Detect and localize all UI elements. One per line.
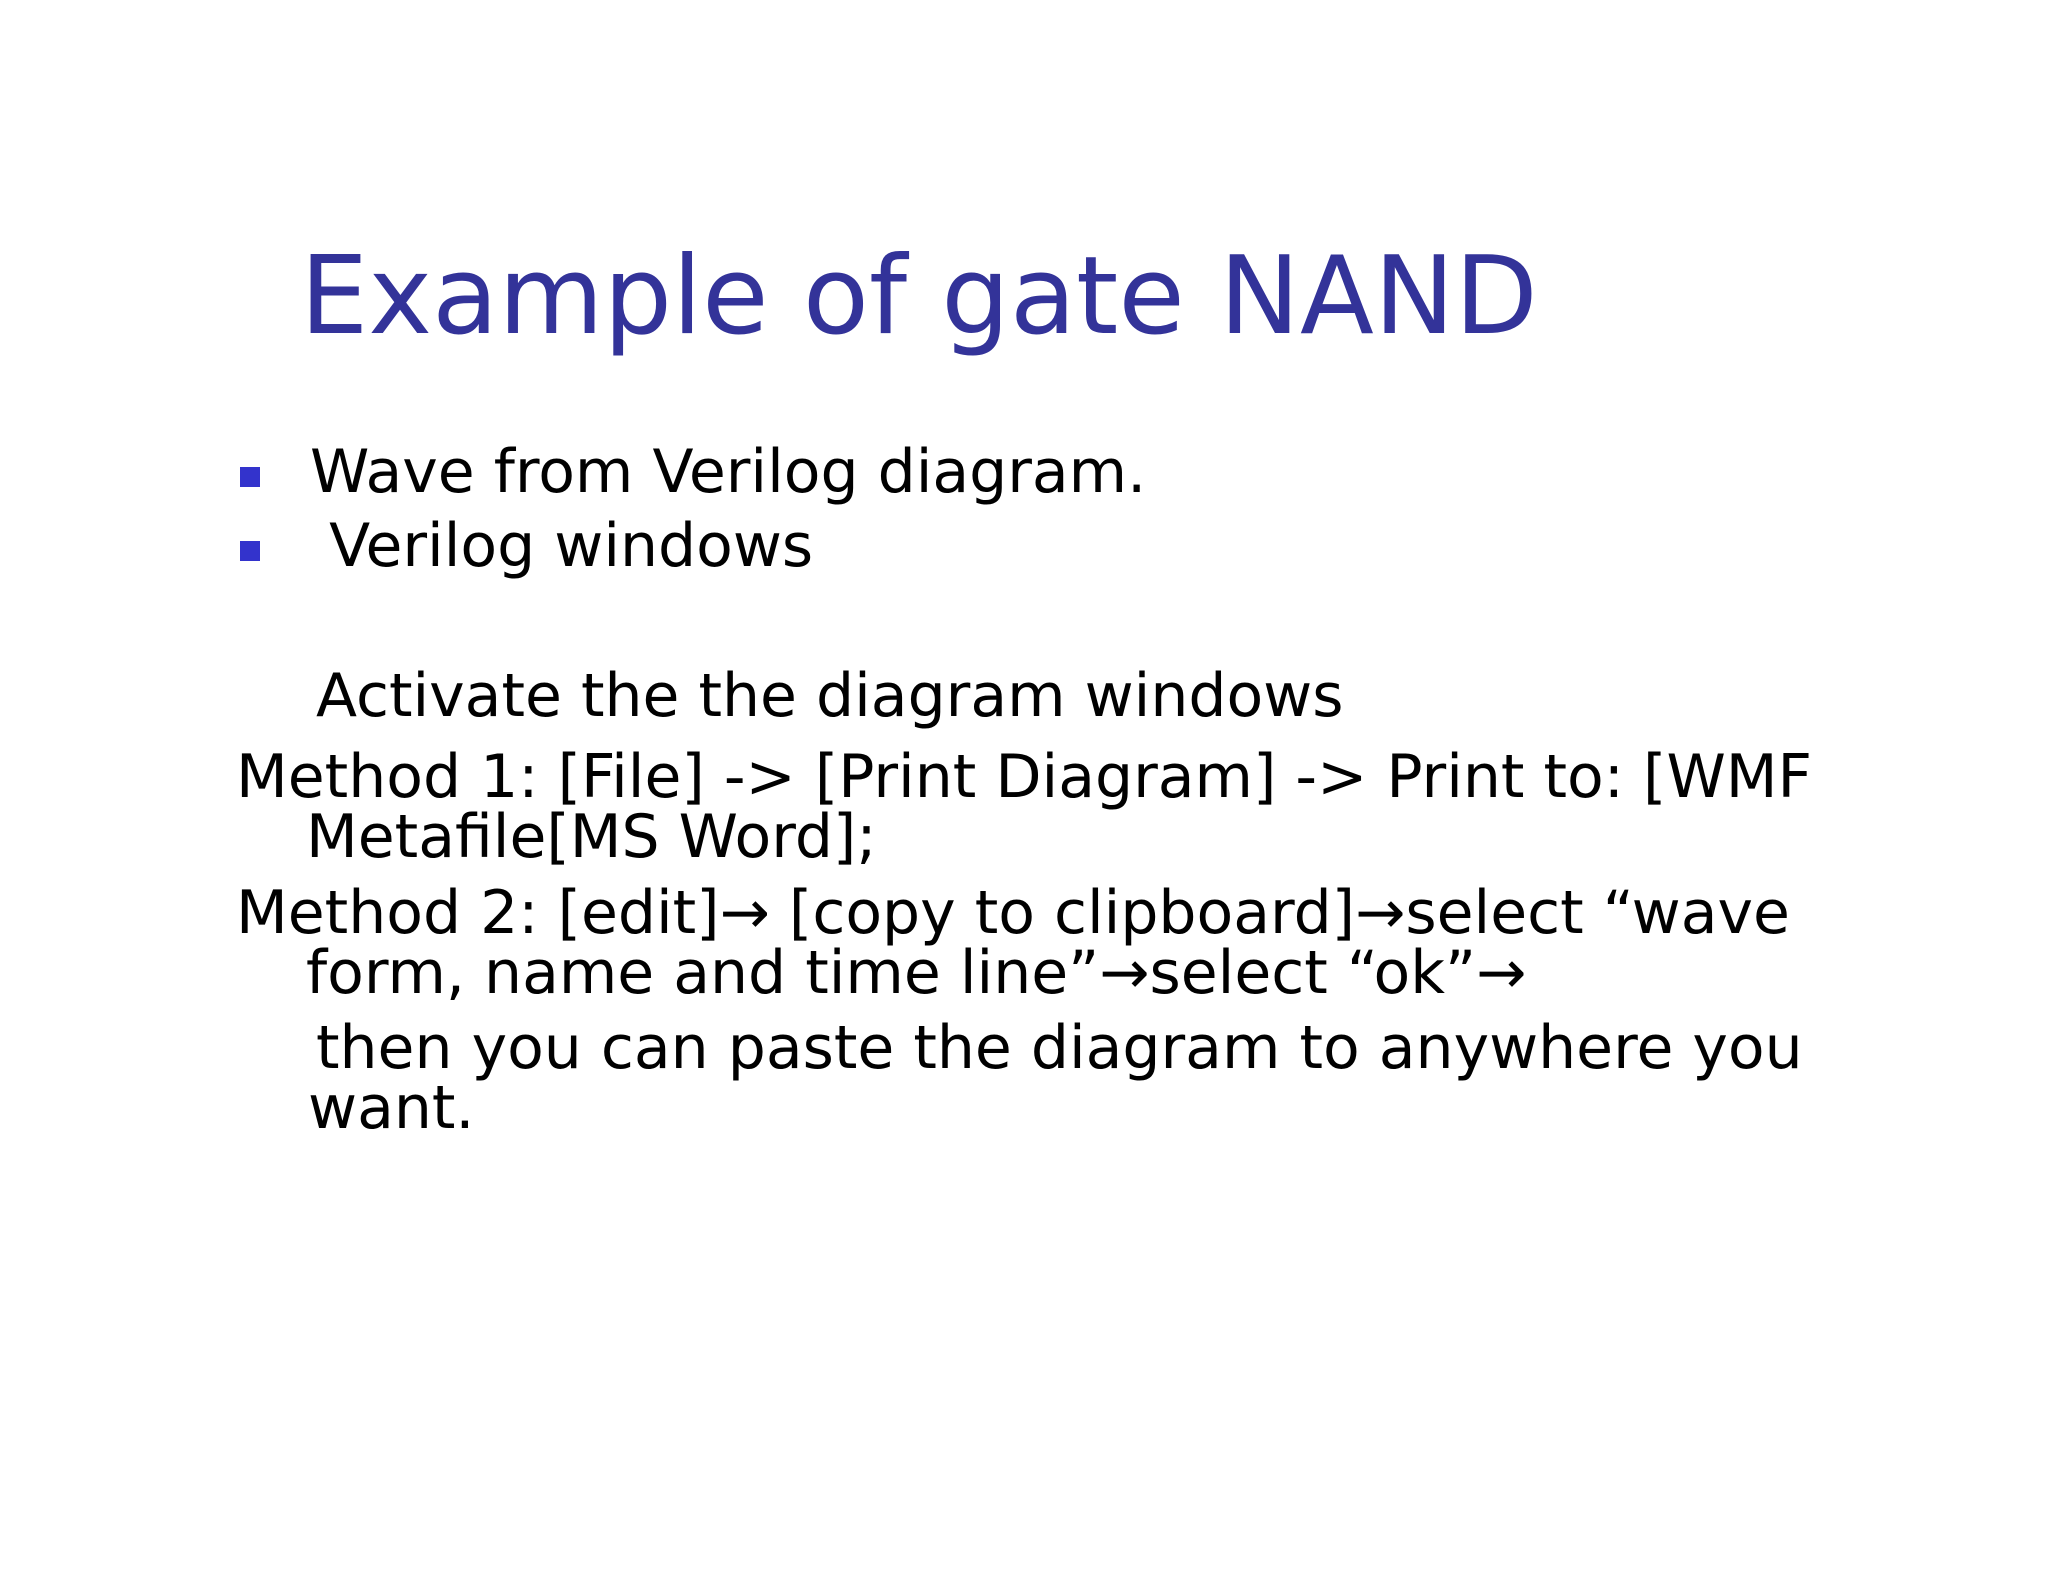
square-bullet-icon bbox=[240, 467, 260, 487]
closing-line-2: want. bbox=[308, 1073, 475, 1143]
method-1-paragraph bbox=[236, 742, 1813, 872]
closing-paragraph bbox=[308, 1013, 1876, 1143]
activate-instruction: Activate the the diagram windows bbox=[316, 661, 1344, 731]
method-2-line-1: Method 2: [edit]→ [copy to clipboard]→select “wave bbox=[236, 878, 1790, 948]
method-1-line-2: Metafile[MS Word]; bbox=[306, 802, 877, 872]
closing-line-1: then you can paste the diagram to anywhere you bbox=[316, 1013, 1803, 1083]
bullet-text: Verilog windows bbox=[310, 511, 814, 581]
method-2-line-2: form, name and time line”→select “ok”→ bbox=[306, 938, 1527, 1008]
method-1-line-1: Method 1: [File] -> [Print Diagram] -> Print to: [WMF bbox=[236, 742, 1813, 812]
bullet-text: Wave from Verilog diagram. bbox=[310, 437, 1147, 507]
method-2-paragraph bbox=[236, 878, 1796, 1008]
square-bullet-icon bbox=[240, 541, 260, 561]
slide-title: Example of gate NAND bbox=[300, 234, 1538, 359]
